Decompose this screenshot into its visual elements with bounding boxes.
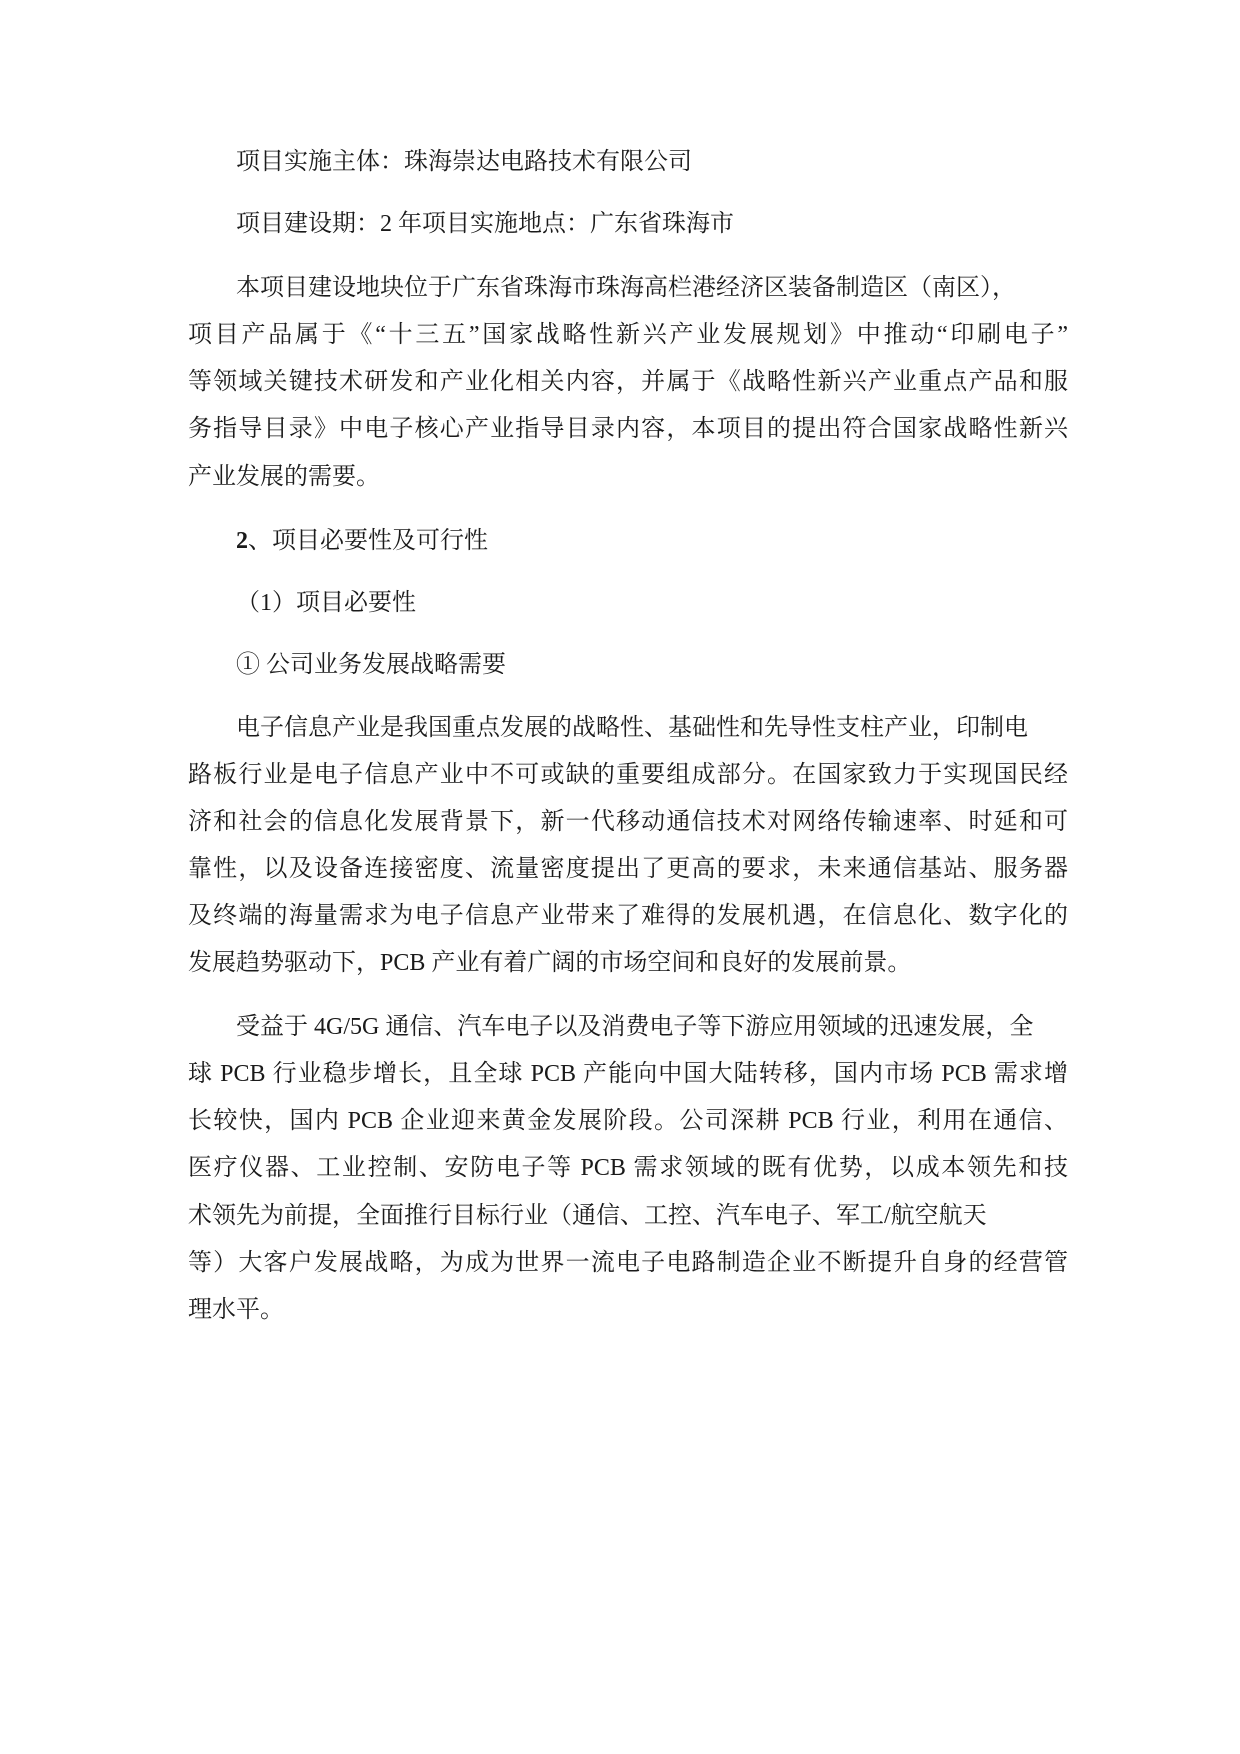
paragraph-line: 路板行业是电子信息产业中不可或缺的重要组成部分。在国家致力于实现国民经 <box>188 762 1068 788</box>
paragraph-line: 项目产品属于《“十三五”国家战略性新兴产业发展规划》中推动“印刷电子” <box>188 322 1068 348</box>
paragraph-line: 济和社会的信息化发展背景下，新一代移动通信技术对网络传输速率、时延和可 <box>188 809 1068 835</box>
section-separator: 、 <box>248 528 272 554</box>
section-title: 项目必要性及可行性 <box>272 528 488 554</box>
section-number: 2 <box>236 528 248 554</box>
paragraph-line: 受益于 4G/5G 通信、汽车电子以及消费电子等下游应用领域的迅速发展，全 <box>236 1014 1034 1040</box>
paragraph-line: 电子信息产业是我国重点发展的战略性、基础性和先导性支柱产业，印制电 <box>236 715 1028 741</box>
paragraph-line: 医疗仪器、工业控制、安防电子等 PCB 需求领域的既有优势，以成本领先和技 <box>188 1155 1068 1181</box>
paragraph-line: 长较快，国内 PCB 企业迎来黄金发展阶段。公司深耕 PCB 行业，利用在通信、 <box>188 1108 1068 1134</box>
construction-period-line: 项目建设期：2 年项目实施地点：广东省珠海市 <box>236 211 734 237</box>
paragraph-line: 产业发展的需要。 <box>188 464 380 490</box>
implementation-entity-line: 项目实施主体：珠海崇达电路技术有限公司 <box>236 149 692 175</box>
paragraph-line: 等）大客户发展战略，为成为世界一流电子电路制造企业不断提升自身的经营管 <box>188 1250 1068 1276</box>
paragraph-line: 本项目建设地块位于广东省珠海市珠海高栏港经济区装备制造区（南区）， <box>236 275 1016 301</box>
paragraph-line: 务指导目录》中电子核心产业指导目录内容，本项目的提出符合国家战略性新兴 <box>188 416 1068 442</box>
paragraph-line: 术领先为前提，全面推行目标行业（通信、工控、汽车电子、军工/航空航天 <box>188 1203 987 1229</box>
section-heading <box>236 525 488 557</box>
paragraph-line: 球 PCB 行业稳步增长，且全球 PCB 产能向中国大陆转移，国内市场 PCB 需求增 <box>188 1061 1068 1087</box>
paragraph-line: 等领域关键技术研发和产业化相关内容，并属于《战略性新兴产业重点产品和服 <box>188 369 1068 395</box>
paragraph-line: 及终端的海量需求为电子信息产业带来了难得的发展机遇，在信息化、数字化的 <box>188 903 1068 929</box>
subsection-heading: （1）项目必要性 <box>236 590 416 616</box>
paragraph-line: 发展趋势驱动下，PCB 产业有着广阔的市场空间和良好的发展前景。 <box>188 950 912 976</box>
paragraph-line: 靠性，以及设备连接密度、流量密度提出了更高的要求，未来通信基站、服务器 <box>188 856 1068 882</box>
sub-subsection-heading: ① 公司业务发展战略需要 <box>236 652 506 678</box>
paragraph-line: 理水平。 <box>188 1297 284 1323</box>
